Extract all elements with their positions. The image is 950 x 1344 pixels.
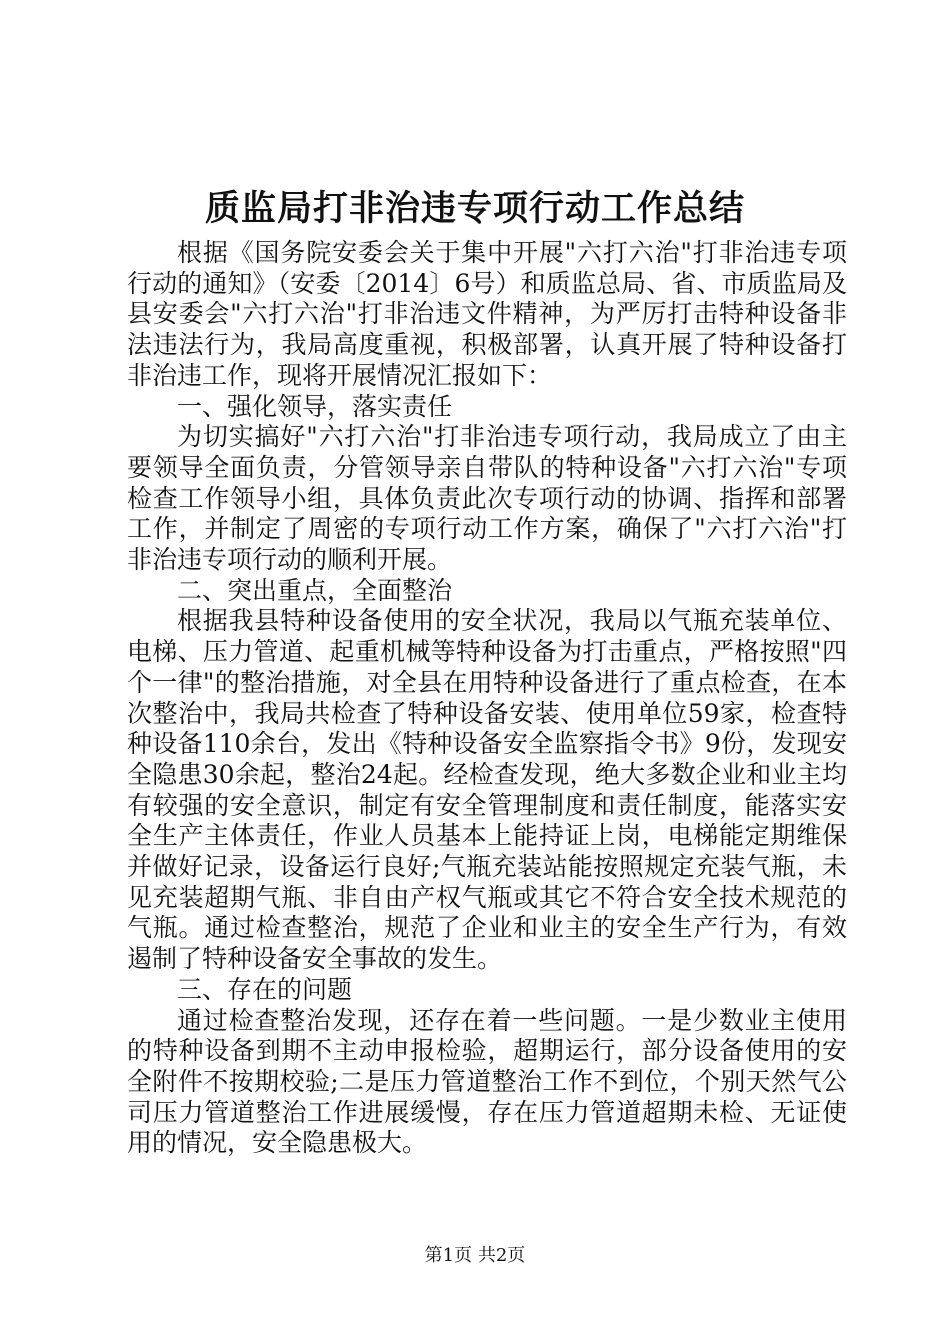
document-title: 质监局打非治违专项行动工作总结 [204,188,745,229]
section-1-paragraph: 为切实搞好"六打六治"打非治违专项行动，我局成立了由主要领导全面负责，分管领导亲自带队的特种设备"六打六治"专项检查工作领导小组，具体负责此次专项行动的协调、指挥和部署工作，并制定了周密的专项行动工作方案，确保了"六打六治"打非治违专项行动的顺利开展。 [127,422,847,575]
section-3-heading: 三、存在的问题 [177,974,353,1004]
page-number-footer: 第1页 共2页 [424,1245,526,1266]
section-2-paragraph: 根据我县特种设备使用的安全状况，我局以气瓶充装单位、电梯、压力管道、起重机械等特种设备为打击重点，严格按照"四个一律"的整治措施，对全县在用特种设备进行了重点检查，在本次整治中，我局共检查了特种设备安装、使用单位59家，检查特种设备110余台，发出《特种设备安全监察指令书》9份，发现安全隐患30余起，整治24起。经检查发现，绝大多数企业和业主均有较强的安全意识，制定有安全管理制度和责任制度，能落实安全生产主体责任，作业人员基本上能持证上岗，电梯能定期维保并做好记录，设备运行良好;气瓶充装站能按照规定充装气瓶，未见充装超期气瓶、非自由产权气瓶或其它不符合安全技术规范的气瓶。通过检查整治，规范了企业和业主的安全生产行为，有效遏制了特种设备安全事故的发生。 [127,606,847,974]
document-body [127,238,847,1159]
section-3-paragraph: 通过检查整治发现，还存在着一些问题。一是少数业主使用的特种设备到期不主动申报检验，超期运行，部分设备使用的安全附件不按期校验;二是压力管道整治工作不到位，个别天然气公司压力管道整治工作进展缓慢，存在压力管道超期未检、无证使用的情况，安全隐患极大。 [127,1005,847,1158]
intro-paragraph: 根据《国务院安委会关于集中开展"六打六治"打非治违专项行动的通知》（安委〔2014〕6号）和质监总局、省、市质监局及县安委会"六打六治"打非治违文件精神，为严厉打击特种设备非法违法行为，我局高度重视，积极部署，认真开展了特种设备打非治违工作，现将开展情况汇报如下： [127,238,847,390]
section-1-heading: 一、强化领导，落实责任 [177,391,453,421]
section-2-heading: 二、突出重点，全面整治 [177,575,453,605]
